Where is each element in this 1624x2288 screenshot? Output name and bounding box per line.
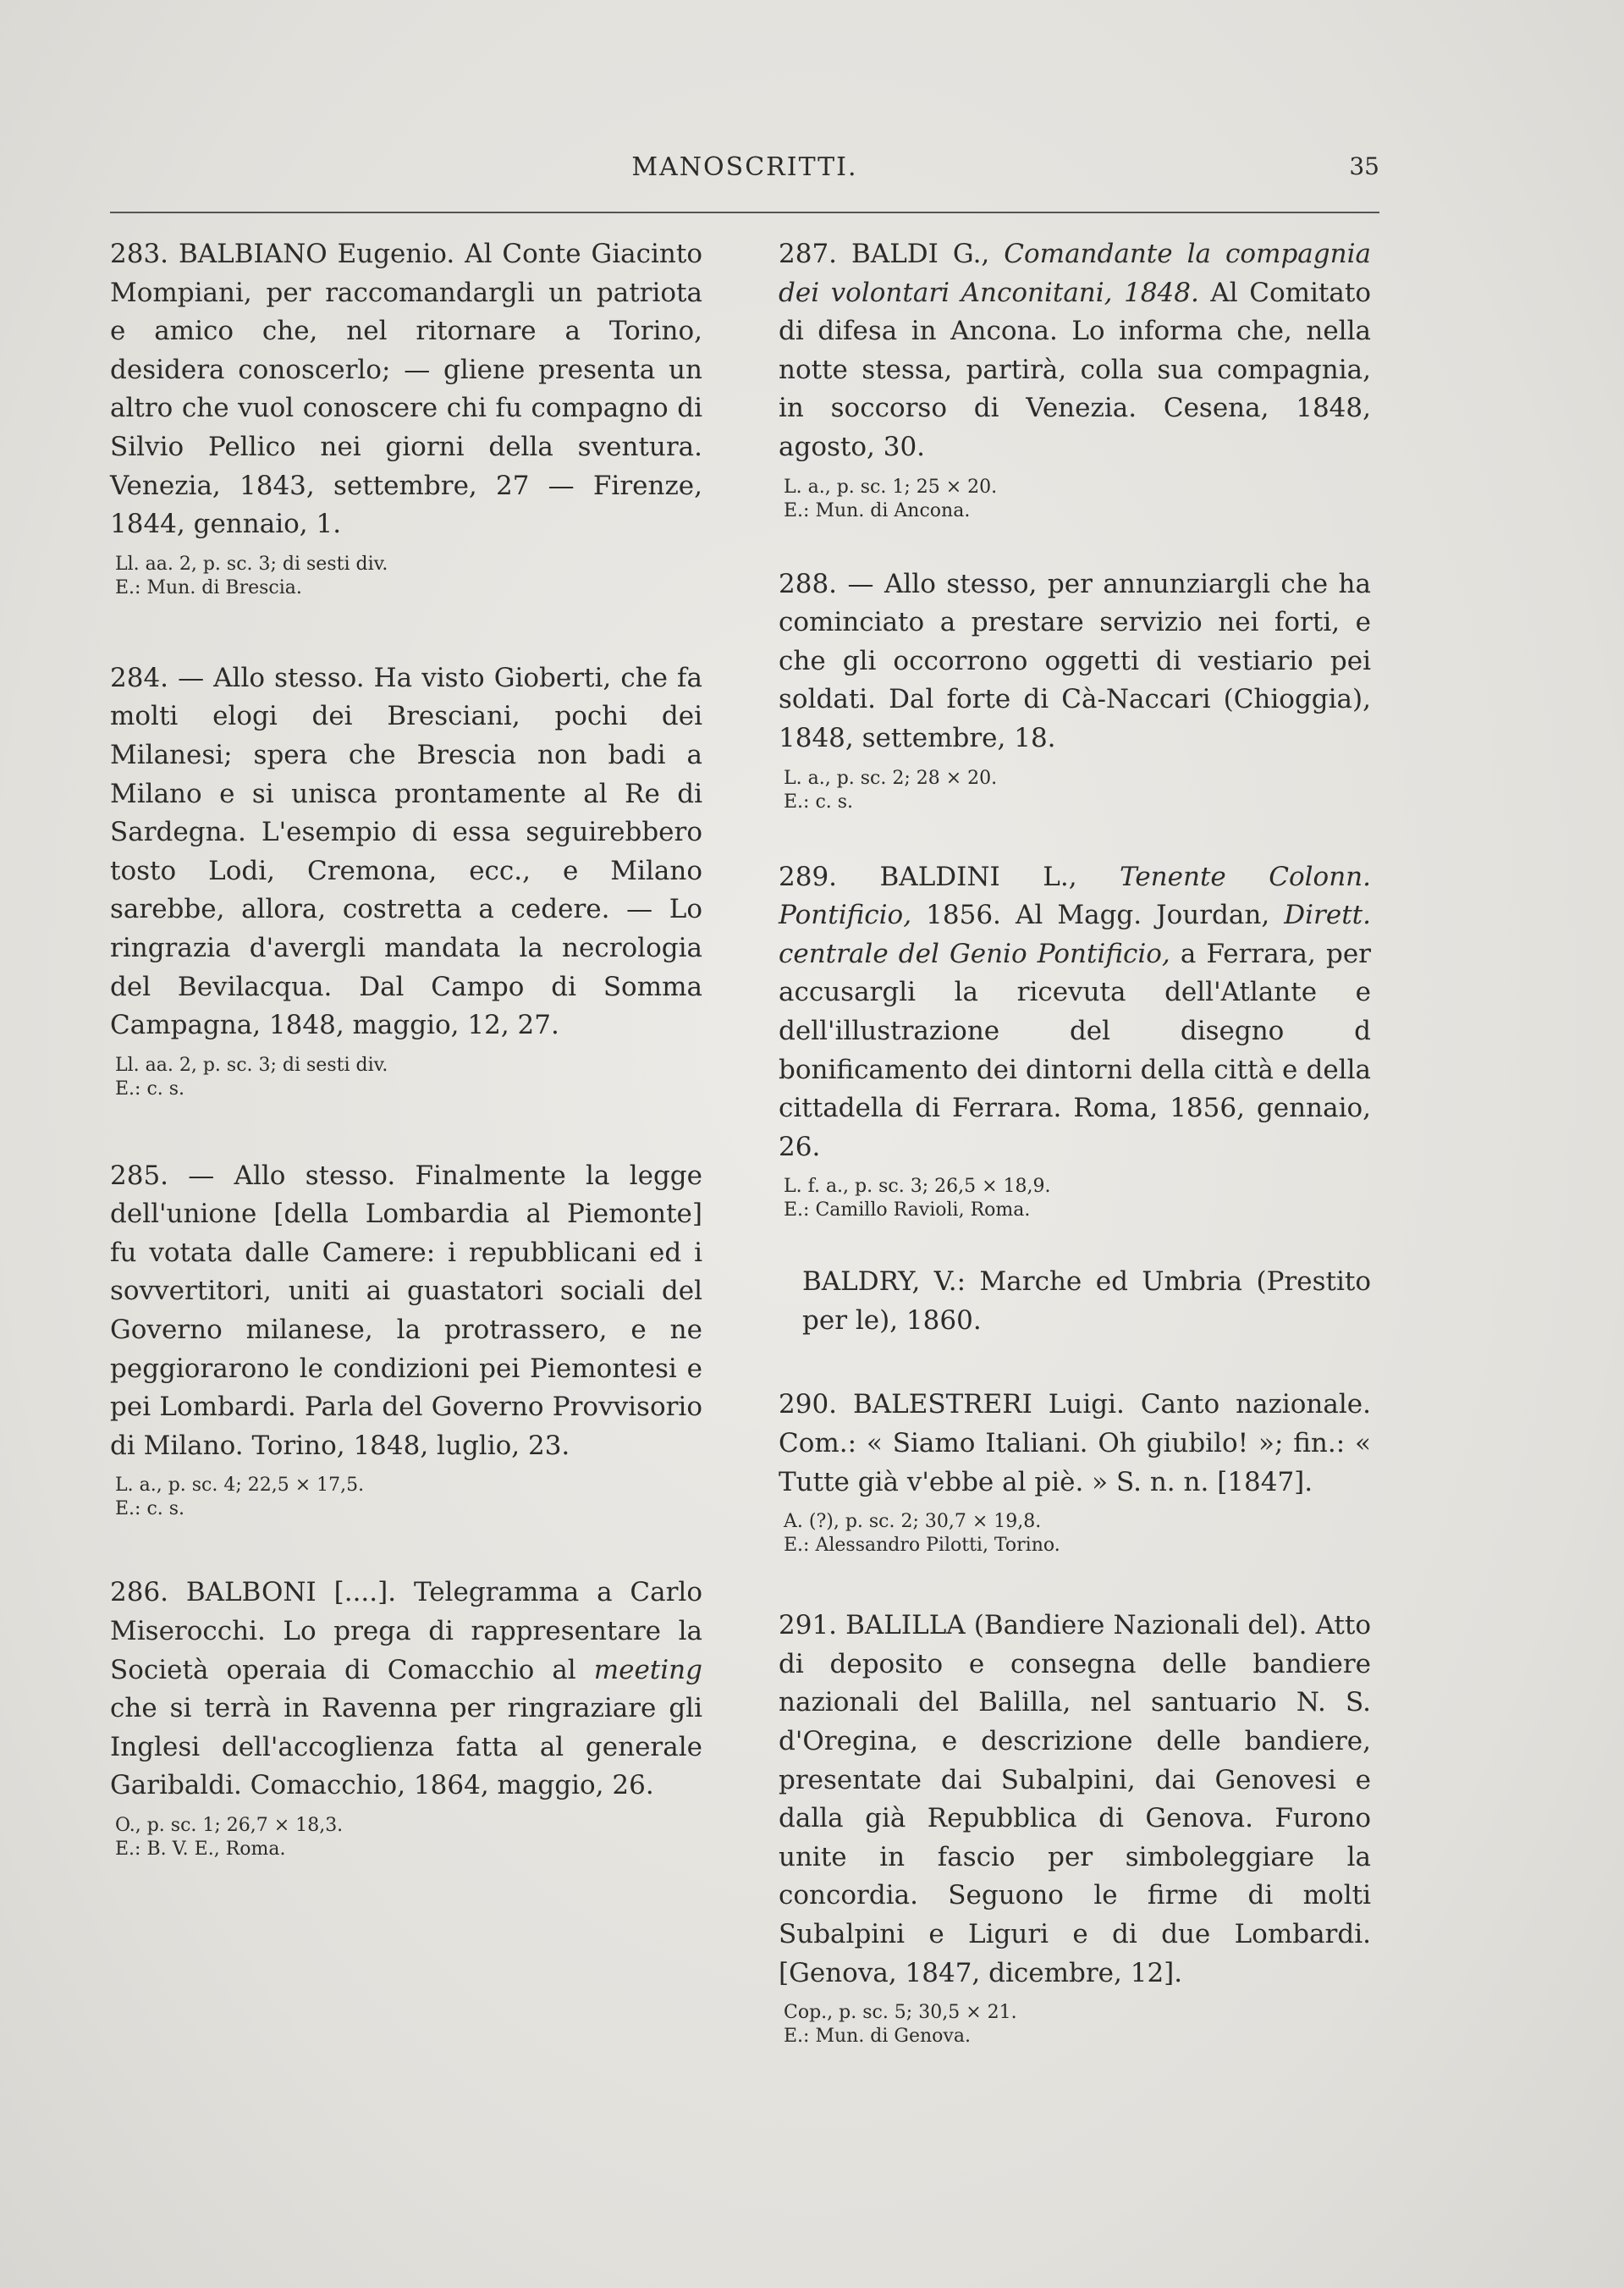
physical-description: O., p. sc. 1; 26,7 × 18,3. [115, 1815, 344, 1836]
left-column [110, 235, 702, 1861]
entry-italic-term: meeting [593, 1654, 702, 1685]
entry-metadata [779, 1510, 1371, 1557]
entry-metadata [779, 476, 1371, 523]
entry-description: Marche ed Umbria (Prestito per le), 1860. [802, 1266, 1371, 1336]
entry-metadata [779, 767, 1371, 814]
entry-289 [779, 858, 1371, 1223]
entry-heading: BALDI G., [851, 239, 990, 269]
entry-recipient-italic: Dirett. centrale del Genio Pontificio, [779, 900, 1371, 969]
physical-description: Cop., p. sc. 5; 30,5 × 21. [784, 2002, 1017, 2024]
entry-body [110, 235, 702, 544]
entry-body [779, 1607, 1371, 1993]
owner: E.: c. s. [784, 791, 854, 813]
entry-283 [110, 235, 702, 600]
owner: E.: Mun. di Brescia. [115, 576, 302, 598]
owner: E.: c. s. [115, 1078, 185, 1100]
entry-heading: BALBONI [....]. [185, 1577, 397, 1608]
entry-number: 288. [779, 568, 838, 599]
entry-number: 287. [779, 239, 838, 269]
entry-cross-reference [779, 1263, 1371, 1340]
entry-number: 291. [779, 1610, 838, 1641]
entry-metadata [110, 1054, 702, 1101]
entry-287 [779, 235, 1371, 523]
entry-number: 284. [110, 662, 169, 693]
physical-description: Ll. aa. 2, p. sc. 3; di sesti div. [115, 1054, 388, 1076]
physical-description: Ll. aa. 2, p. sc. 3; di sesti div. [115, 553, 388, 575]
physical-description: L. f. a., p. sc. 3; 26,5 × 18,9. [784, 1176, 1051, 1198]
entry-number: 283. [110, 239, 169, 269]
entry-description-cont: che si terrà in Ravenna per ringraziare gli Inglesi dell'accoglienza fatta al generale Garibaldi. Comacchio, 1864, maggio, 26. [110, 1693, 702, 1801]
entry-description: per annunziargli che ha cominciato a prestare servizio nei forti, e che gli occorrono oggetti di vestiario pei soldati. Dal forte di Cà-Naccari (Chioggia), 1848, settembre, 18. [779, 568, 1372, 753]
physical-description: L. a., p. sc. 1; 25 × 20. [784, 476, 998, 498]
owner: E.: Camillo Ravioli, Roma. [784, 1199, 1031, 1221]
entry-heading: — Allo stesso. [188, 1160, 396, 1191]
page-number: 35 [1349, 152, 1379, 180]
entry-body [779, 565, 1371, 758]
entry-body [779, 235, 1371, 467]
entry-metadata [779, 2001, 1371, 2048]
entry-heading: BALDRY, V.: [802, 1266, 966, 1298]
entry-body [110, 659, 702, 1045]
entry-body [779, 858, 1371, 1167]
physical-description: A. (?), p. sc. 2; 30,7 × 19,8. [784, 1511, 1042, 1533]
owner: E.: Mun. di Genova. [784, 2026, 971, 2048]
entry-metadata [110, 1474, 702, 1521]
entry-body [779, 1263, 1371, 1340]
entry-title-italic: Comandante la compagnia dei volontari Anconitani, 1848. [779, 239, 1371, 308]
owner: E.: c. s. [115, 1498, 185, 1520]
entry-286 [110, 1574, 702, 1861]
entry-number: 286. [110, 1577, 169, 1608]
entry-heading: BALDINI L., [879, 861, 1077, 892]
entry-title-italic: Tenente Colonn. Pontificio, [779, 861, 1372, 931]
entry-description: Al Comitato di difesa in Ancona. Lo informa che, nella notte stessa, partirà, colla sua compagnia, in soccorso di Venezia. Cesena, 1848, agosto, 30. [779, 277, 1371, 462]
entry-description: (Bandiere Nazionali del). Atto di deposito e consegna delle bandiere nazionali del Balilla, nel santuario N. S. d'Oregina, e descrizione delle bandiere, presentate dai Subalpini, dai Genovesi e dalla già Repubblica di Genova. Furono unite in fascio per simboleggiare la concordia. Seguono le firme di molti Subalpini e Liguri e di due Lombardi. [Genova, 1847, dicembre, 12]. [779, 1610, 1371, 1988]
entry-284 [110, 659, 702, 1101]
entry-description: 1856. Al Magg. Jourdan, [911, 900, 1270, 931]
entry-body [110, 1574, 702, 1806]
entry-metadata [110, 553, 702, 600]
entry-description: Al Conte Giacinto Mompiani, per raccomandargli un patriota e amico che, nel ritornare a Torino, desidera conoscerlo; — gliene presenta un altro che vuol conoscere chi fu compagno di Silvio Pellico nei giorni della sventura. Venezia, 1843, settembre, 27 — Firenze, 1844, gennaio, 1. [110, 239, 703, 540]
entry-description: Canto nazionale. Com.: « Siamo Italiani. Oh giubilo! »; fin.: « Tutte già v'ebbe al piè. » S. n. n. [1847]. [779, 1389, 1371, 1497]
entry-description-cont: a Ferrara, per accusargli la ricevuta dell'Atlante e dell'illustrazione del disegno d bonificamento dei dintorni della città e della cittadella di Ferrara. Roma, 1856, gennaio, 26. [779, 938, 1371, 1162]
running-title: MANOSCRITTI. [631, 152, 858, 182]
entry-description: Telegramma a Carlo Miserocchi. Lo prega di rappresentare la Società operaia di Comacchio al [110, 1577, 703, 1685]
entry-number: 290. [779, 1389, 838, 1420]
entry-metadata [110, 1814, 702, 1861]
owner: E.: B. V. E., Roma. [115, 1839, 286, 1860]
right-column [779, 235, 1371, 2048]
entry-body [110, 1157, 702, 1466]
entry-heading: — Allo stesso. [178, 662, 365, 693]
physical-description: L. a., p. sc. 2; 28 × 20. [784, 767, 998, 789]
entry-number: 285. [110, 1160, 169, 1191]
entry-description: Ha visto Gioberti, che fa molti elogi dei Bresciani, pochi dei Milanesi; spera che Brescia non badi a Milano e si unisca prontamente al Re di Sardegna. L'esempio di essa seguirebbero tosto Lodi, Cremona, ecc., e Milano sarebbe, allora, costretta a cedere. — Lo ringrazia d'avergli mandata la necrologia del Bevilacqua. Dal Campo di Somma Campagna, 1848, maggio, 12, 27. [110, 662, 703, 1041]
entry-heading: BALESTRERI Luigi. [852, 1389, 1125, 1420]
physical-description: L. a., p. sc. 4; 22,5 × 17,5. [115, 1475, 365, 1497]
entry-body [779, 1386, 1371, 1502]
entry-291 [779, 1607, 1371, 2048]
entry-heading: — Allo stesso, [847, 568, 1038, 599]
entry-heading: BALBIANO Eugenio. [178, 239, 455, 269]
header-rule [110, 212, 1379, 213]
entry-number: 289. [779, 861, 838, 892]
entry-metadata [779, 1175, 1371, 1222]
entry-heading: BALILLA [845, 1610, 966, 1641]
entry-description: Finalmente la legge dell'unione [della Lombardia al Piemonte] fu votata dalle Camere: i repubblicani ed i sovvertitori, uniti ai guastatori sociali del Governo milanese, la protrassero, e ne peggiorarono le condizioni pei Piemontesi e pei Lombardi. Parla del Governo Provvisorio di Milano. Torino, 1848, luglio, 23. [110, 1160, 702, 1461]
entry-285 [110, 1157, 702, 1522]
owner: E.: Mun. di Ancona. [784, 499, 971, 521]
owner: E.: Alessandro Pilotti, Torino. [784, 1535, 1060, 1557]
entry-288 [779, 565, 1371, 814]
page-header [110, 152, 1379, 190]
entry-290 [779, 1386, 1371, 1557]
